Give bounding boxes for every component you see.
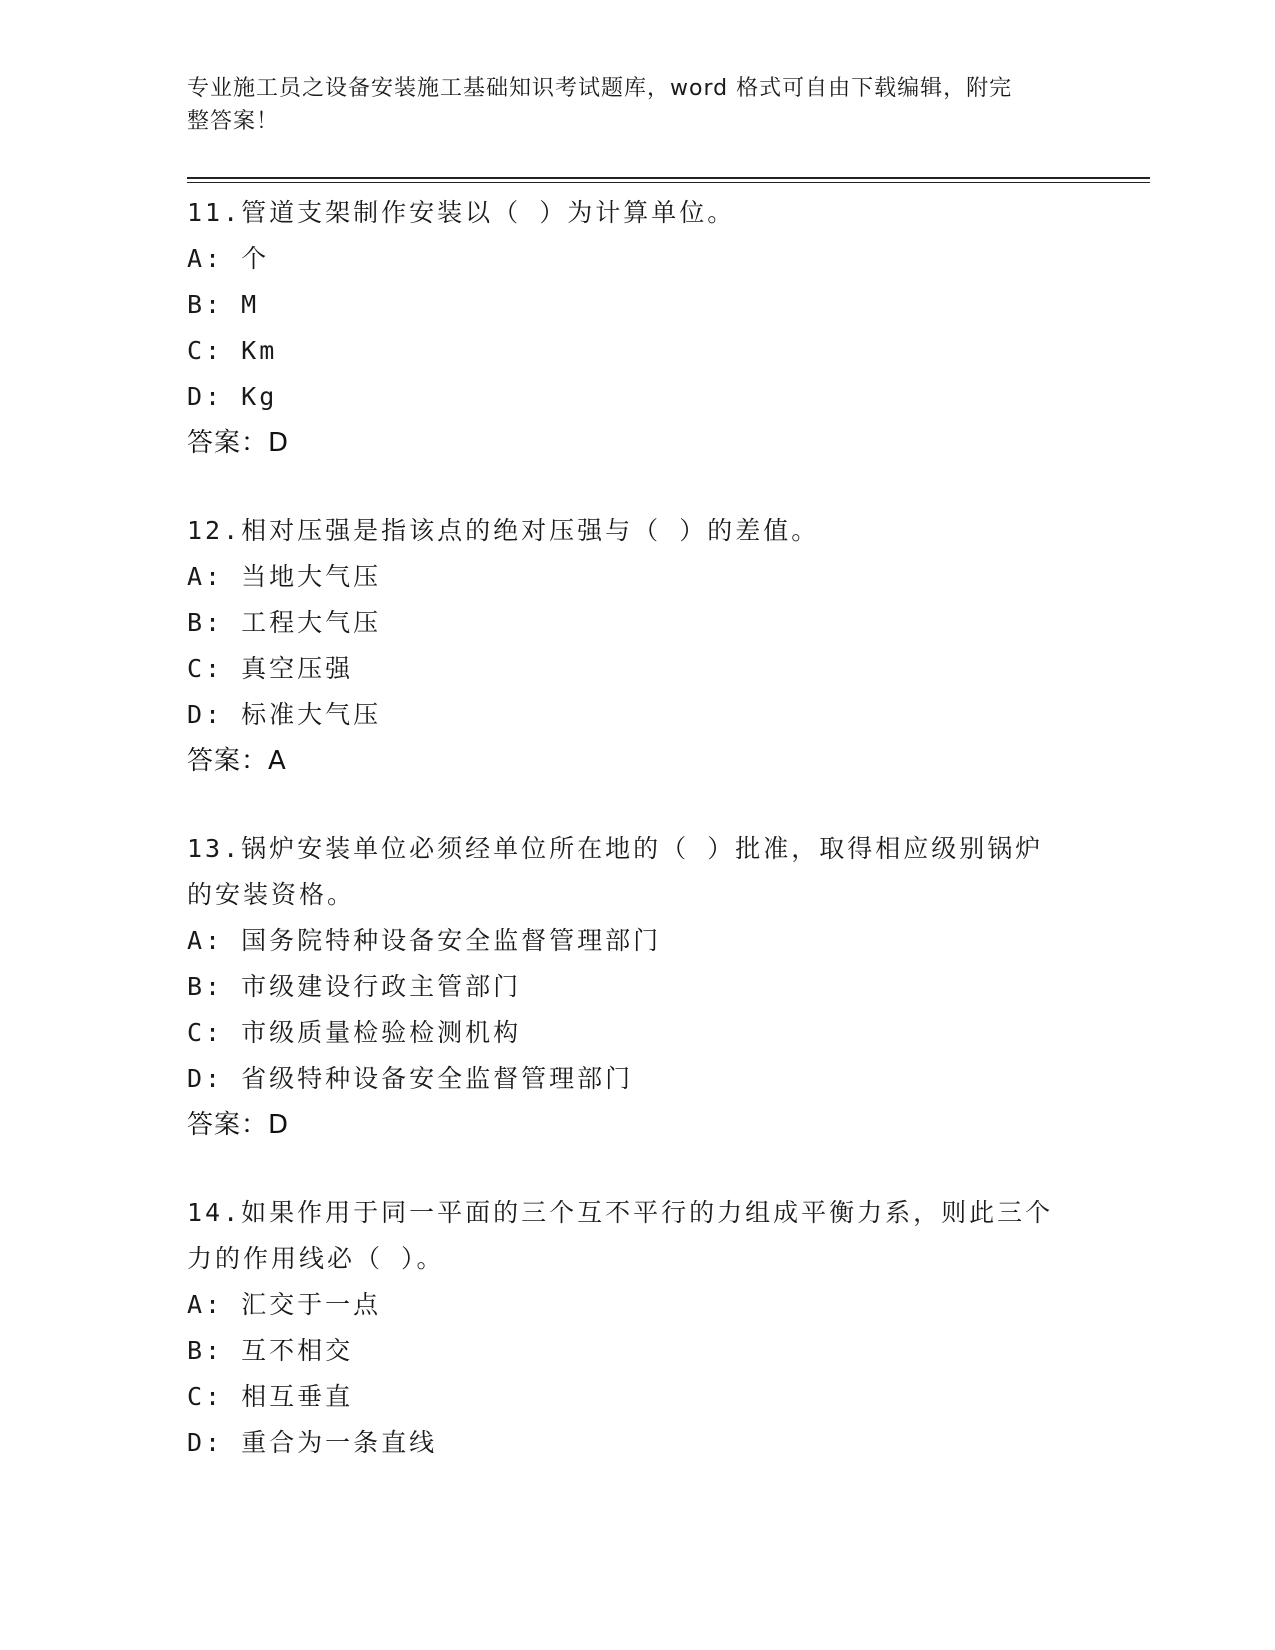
answer-text: 答案：D [187,1110,290,1140]
question-stem: 12.相对压强是指该点的绝对压强与（ ）的差值。 [187,516,820,545]
question-stem-line-1: 13.锅炉安装单位必须经单位所在地的（ ）批准，取得相应级别锅炉 [187,834,1044,863]
option-a: A: 国务院特种设备安全监督管理部门 [187,926,662,955]
question-14 [187,1190,1087,1466]
answer-text: 答案：A [187,746,287,776]
option-b: B: M [187,290,260,319]
option-c: C: 相互垂直 [187,1382,354,1411]
option-c: C: 市级质量检验检测机构 [187,1018,522,1047]
option-c: C: Km [187,336,278,365]
question-stem: 11.管道支架制作安装以（ ）为计算单位。 [187,198,736,227]
option-a: A: 个 [187,244,270,273]
question-stem-line-2: 力的作用线必（ ）。 [187,1244,445,1273]
answer-text: 答案：D [187,428,290,458]
question-stem-line-1: 14.如果作用于同一平面的三个互不平行的力组成平衡力系，则此三个 [187,1198,1054,1227]
header-divider-thick [187,177,1150,179]
option-c: C: 真空压强 [187,654,354,683]
question-stem-line-2: 的安装资格。 [187,880,356,909]
option-a: A: 当地大气压 [187,562,382,591]
intro-line-2: 整答案！ [187,109,280,134]
document-intro [187,72,1067,138]
option-b: B: 工程大气压 [187,608,382,637]
option-d: D: 重合为一条直线 [187,1428,438,1457]
header-divider-thin [187,182,1150,183]
question-12 [187,508,1087,784]
option-b: B: 互不相交 [187,1336,354,1365]
option-d: D: 省级特种设备安全监督管理部门 [187,1064,634,1093]
option-d: D: Kg [187,382,278,411]
question-11 [187,190,1087,466]
option-a: A: 汇交于一点 [187,1290,382,1319]
question-list [187,190,1087,1508]
option-b: B: 市级建设行政主管部门 [187,972,522,1001]
option-d: D: 标准大气压 [187,700,382,729]
question-13 [187,826,1087,1148]
intro-line-1: 专业施工员之设备安装施工基础知识考试题库，word 格式可自由下载编辑，附完 [187,76,1013,101]
